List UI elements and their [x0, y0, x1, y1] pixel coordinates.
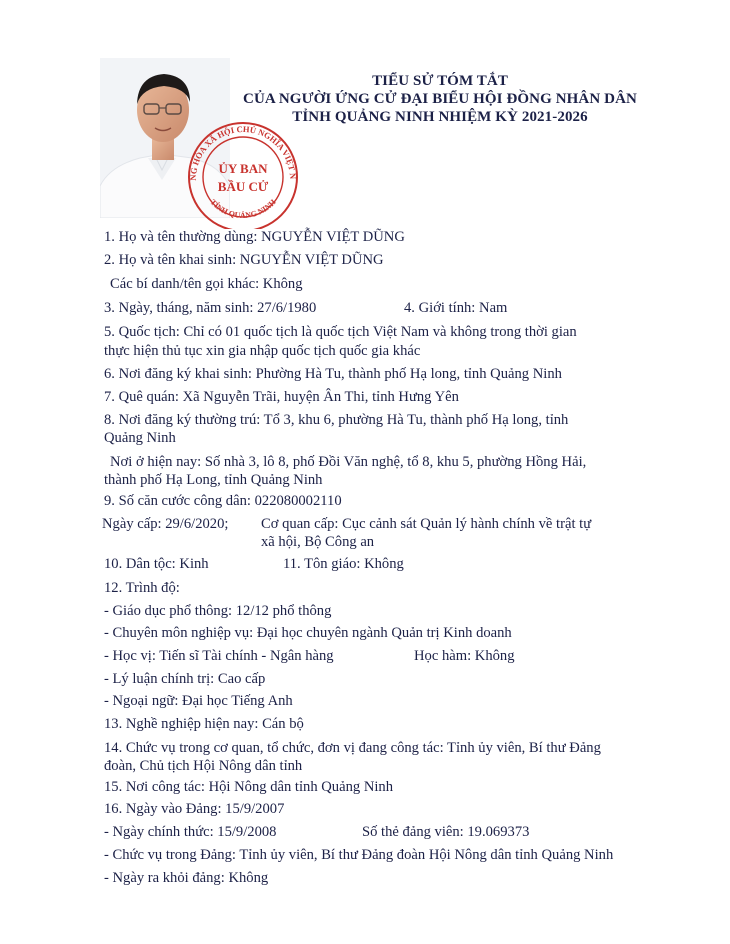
field-value: 022080002110: [254, 493, 342, 509]
field-occupation: 13. Nghề nghiệp hiện nay: Cán bộ: [104, 716, 304, 732]
field-position-line1: 14. Chức vụ trong cơ quan, tổ chức, đơn vị đang công tác: Tỉnh ủy viên, Bí thư Đảng: [104, 740, 601, 756]
field-nationality-line2: thực hiện thủ tục xin gia nhập quốc tịch quốc gia khác: [104, 343, 421, 359]
field-birth-name: [104, 252, 384, 269]
field-gender: [404, 300, 507, 317]
stamp-ring-bottom: TỈNH QUẢNG NINH: [208, 197, 278, 220]
field-workplace: 15. Nơi công tác: Hội Nông dân tỉnh Quảng Ninh: [104, 779, 394, 795]
field-alias: [110, 276, 303, 293]
field-degree: [104, 648, 334, 665]
document-title-line3: TỈNH QUẢNG NINH NHIỆM KỲ 2021-2026: [292, 109, 588, 125]
field-value: Nam: [479, 300, 508, 316]
field-ethnicity: [104, 556, 209, 573]
field-qualification: 12. Trình độ:: [104, 580, 180, 596]
field-foreign-language: - Ngoại ngữ: Đại học Tiếng Anh: [104, 693, 293, 709]
field-birth-date: [104, 300, 316, 317]
field-nationality-line1: 5. Quốc tịch: Chỉ có 01 quốc tịch là quốc tịch Việt Nam và không trong thời gian: [104, 324, 577, 340]
field-value: NGUYỄN VIỆT DŨNG: [239, 252, 384, 268]
field-issuer-line2: xã hội, Bộ Công an: [261, 534, 375, 550]
field-position-line2: đoàn, Chủ tịch Hội Nông dân tỉnh: [104, 758, 303, 774]
field-label: 3. Ngày, tháng, năm sinh:: [104, 300, 254, 316]
field-current-residence-line1: Nơi ở hiện nay: Số nhà 3, lô 8, phố Đồi Văn nghệ, tổ 8, khu 5, phường Hồng Hải,: [110, 454, 587, 470]
field-political-theory: - Lý luận chính trị: Cao cấp: [104, 671, 266, 687]
field-issue-date: Ngày cấp: 29/6/2020;: [102, 516, 229, 532]
field-birth-registration: 6. Nơi đăng ký khai sinh: Phường Hà Tu, thành phố Hạ long, tỉnh Quảng Ninh: [104, 366, 562, 382]
field-value: Kinh: [179, 556, 209, 572]
field-party-card-number: Số thẻ đảng viên: 19.069373: [362, 824, 530, 840]
field-label: Các bí danh/tên gọi khác:: [110, 276, 260, 292]
field-left-party: [104, 870, 268, 887]
field-party-join-date: 16. Ngày vào Đảng: 15/9/2007: [104, 801, 285, 817]
field-citizen-id: [104, 493, 342, 510]
field-value: 27/6/1980: [257, 300, 317, 316]
field-label: 9. Số căn cước công dân:: [104, 493, 251, 509]
field-value: Không: [228, 870, 269, 886]
field-value: Xã Nguyễn Trãi, huyện Ân Thi, tỉnh Hưng Yên: [182, 389, 459, 405]
stamp-ring-top: NG HÒA XÃ HỘI CHỦ NGHĨA VIỆT N: [187, 123, 299, 181]
field-issuer-line1: Cơ quan cấp: Cục cảnh sát Quản lý hành chính về trật tự: [261, 516, 592, 532]
field-religion: 11. Tôn giáo: Không: [283, 556, 404, 572]
field-label: 2. Họ và tên khai sinh:: [104, 252, 237, 268]
field-label: 10. Dân tộc:: [104, 556, 176, 572]
field-party-position: - Chức vụ trong Đảng: Tỉnh ủy viên, Bí thư Đảng đoàn Hội Nông dân tỉnh Quảng Ninh: [104, 847, 614, 863]
election-committee-stamp: [180, 117, 306, 229]
field-label: 7. Quê quán:: [104, 389, 179, 405]
document-title-line2: CỦA NGƯỜI ỨNG CỬ ĐẠI BIỂU HỘI ĐỒNG NHÂN DÂN: [243, 91, 637, 107]
document-title-line1: TIỂU SỬ TÓM TẮT: [372, 73, 508, 89]
field-general-education: - Giáo dục phổ thông: 12/12 phổ thông: [104, 603, 332, 619]
field-permanent-residence-line1: 8. Nơi đăng ký thường trú: Tổ 3, khu 6, phường Hà Tu, thành phố Hạ long, tỉnh: [104, 412, 569, 428]
field-label: - Ngày ra khỏi đảng:: [104, 870, 225, 886]
field-professional-major: - Chuyên môn nghiệp vụ: Đại học chuyên ngành Quản trị Kinh doanh: [104, 625, 512, 641]
field-value: Tài chính - Ngân hàng: [202, 648, 334, 664]
field-permanent-residence-line2: Quảng Ninh: [104, 430, 176, 446]
field-value: NGUYỄN VIỆT DŨNG: [261, 229, 405, 245]
field-common-name: [104, 229, 405, 246]
stamp-center-line1: ỦY BAN: [218, 161, 268, 176]
stamp-center-line2: BẦU CỬ: [217, 179, 269, 194]
field-official-date: - Ngày chính thức: 15/9/2008: [104, 824, 277, 840]
field-current-residence-line2: thành phố Hạ Long, tỉnh Quảng Ninh: [104, 472, 323, 488]
field-value: Không: [262, 276, 303, 292]
field-label: 1. Họ và tên thường dùng:: [104, 229, 258, 245]
field-hometown: [104, 389, 459, 406]
field-label: - Học vị: Tiến sĩ: [104, 648, 199, 664]
field-academic-title: Học hàm: Không: [414, 648, 515, 664]
field-label: 4. Giới tính:: [404, 300, 476, 316]
